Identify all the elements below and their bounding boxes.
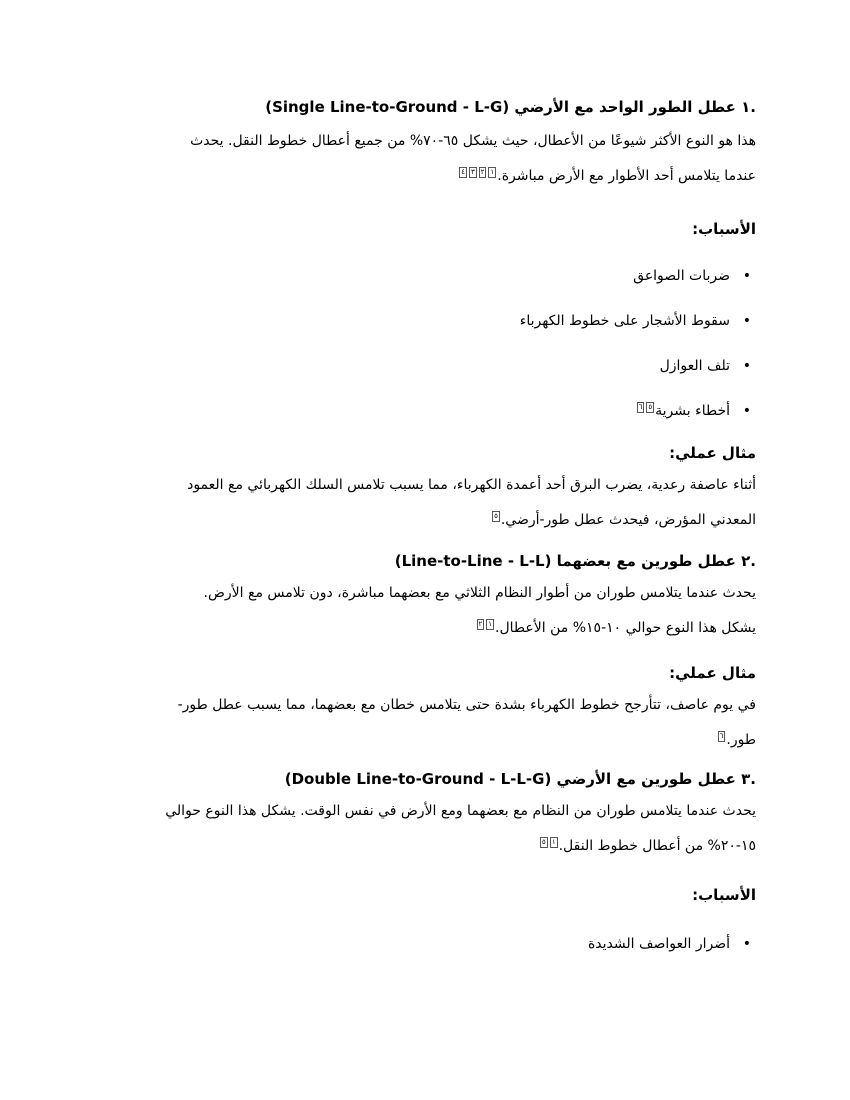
citation-refs[interactable] [476, 619, 496, 628]
list-item [100, 389, 756, 434]
list-item-text: سقوط الأشجار على خطوط الكهرباء [519, 313, 730, 329]
section-1-heading: .١ عطل الطور الواحد مع الأرضي (Single Line-to-Ground - L-G) [265, 98, 756, 116]
list-item [100, 299, 756, 344]
list-item-text: أضرار العواصف الشديدة [587, 936, 730, 952]
citation-ref[interactable]: ٣ [470, 168, 475, 177]
causes-list [100, 922, 756, 967]
causes-list [100, 254, 756, 434]
citation-ref[interactable]: ٢ [480, 168, 485, 177]
citation-refs[interactable] [458, 167, 497, 176]
example-line-2 [100, 723, 756, 758]
citation-ref[interactable]: ٤ [461, 168, 465, 177]
list-item [100, 344, 756, 389]
example-line-1: في يوم عاصف، تتأرجح خطوط الكهرباء بشدة حتى يتلامس خطان مع بعضهما، مما يسبب عطل طور- [177, 697, 756, 713]
example-label: مثال عملي: [669, 664, 756, 682]
citation-ref[interactable]: ٥ [494, 512, 498, 521]
section-2-paragraph-text: يشكل هذا النوع حوالي ١٠-١٥% من الأعطال. [495, 620, 756, 636]
section-3-paragraph-line-1: يحدث عندما يتلامس طوران من النظام مع بعضهما ومع الأرض في نفس الوقت. يشكل هذا النوع حوالي [165, 803, 756, 819]
section-3-paragraph-line-2 [100, 829, 756, 864]
list-item-text: أخطاء بشرية [655, 403, 730, 419]
section-1-paragraph-text: عندما يتلامس أحد الأطوار مع الأرض مباشرة. [497, 168, 756, 184]
citation-ref[interactable]: ٦ [638, 403, 643, 412]
example-text: طور. [726, 732, 756, 748]
list-item-text: ضربات الصواعق [633, 268, 730, 284]
citation-ref[interactable]: ١ [488, 620, 493, 629]
causes-label: الأسباب: [692, 220, 756, 238]
example-line-2 [100, 503, 756, 538]
section-2-paragraph-line-2 [100, 611, 756, 646]
citation-refs[interactable] [636, 402, 656, 411]
example-text: المعدني المؤرض، فيحدث عطل طور-أرضي. [500, 512, 756, 528]
citation-ref[interactable]: ٦ [719, 732, 724, 741]
section-2-paragraph-line-1: يحدث عندما يتلامس طوران من أطوار النظام الثلاثي مع بعضهما مباشرة، دون تلامس مع الأرض. [203, 585, 756, 601]
citation-ref[interactable]: ٥ [648, 403, 653, 412]
citation-ref[interactable]: ١ [551, 838, 556, 847]
section-3-paragraph-text: ١٥-٢٠% من أعطال خطوط النقل. [558, 838, 756, 854]
citation-refs[interactable] [491, 511, 501, 520]
section-1-paragraph-line-2 [100, 159, 756, 194]
section-1-paragraph-line-1: هذا هو النوع الأكثر شيوعًا من الأعطال، حيث يشكل ٦٥-٧٠% من جميع أعطال خطوط النقل. يحدث [190, 133, 756, 149]
citation-ref[interactable]: ٥ [542, 838, 546, 847]
citation-ref[interactable]: ٢ [478, 620, 483, 629]
example-line-1: أثناء عاصفة رعدية، يضرب البرق أحد أعمدة الكهرباء، مما يسبب تلامس السلك الكهربائي مع العمود [187, 477, 756, 493]
citation-refs[interactable] [717, 731, 727, 740]
section-2-heading: .٢ عطل طورين مع بعضهما (Line-to-Line - L-L) [394, 552, 756, 570]
causes-label: الأسباب: [692, 886, 756, 904]
citation-ref[interactable]: ١ [490, 168, 495, 177]
list-item-text: تلف العوازل [659, 358, 730, 374]
citation-refs[interactable] [539, 837, 559, 846]
list-item [100, 254, 756, 299]
list-item [100, 922, 756, 967]
example-label: مثال عملي: [669, 444, 756, 462]
section-3-heading: .٣ عطل طورين مع الأرضي (Double Line-to-Ground - L-L-G) [284, 770, 756, 788]
